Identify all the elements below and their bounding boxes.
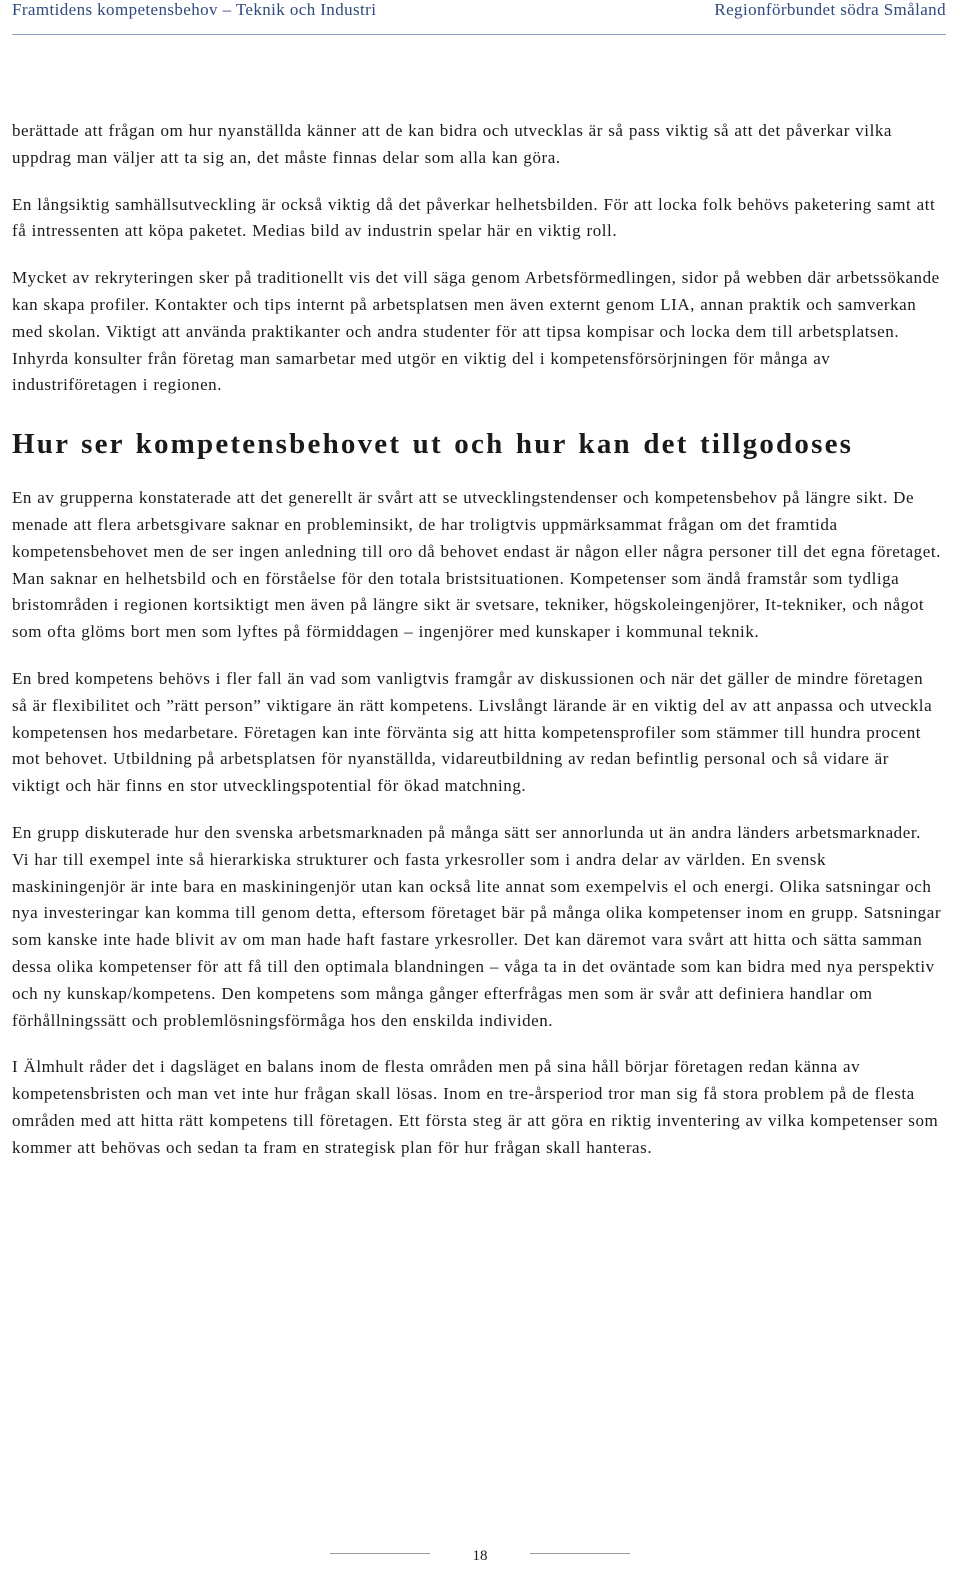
section-heading: Hur ser kompetensbehovet ut och hur kan det tillgodoses <box>12 428 854 461</box>
page-content <box>12 118 942 1182</box>
paragraph: Mycket av rekryteringen sker på traditionellt vis det vill säga genom Arbetsförmedlingen, sidor på webben där arbetssökande kan skapa profiler. Kontakter och tips internt på arbetsplatsen men även externt genom LIA, annan praktik och samverkan med skolan. Viktigt att använda praktikanter och andra studenter för att tipsa kompisar och locka dem till arbetsplatsen. Inhyrda konsulter från företag man samarbetar med utgör en viktig del i kompetensförsörjningen för många av industriföretagen i regionen. <box>12 268 940 395</box>
paragraph: En bred kompetens behövs i fler fall än vad som vanligtvis framgår av diskussionen och när det gäller de mindre företagen så är flexibilitet och ”rätt person” viktigare än rätt kompetens. Livslångt lärande är en viktig del av att anpassa och utveckla kompetensen hos medarbetare. Företagen kan inte förvänta sig att hitta kompetensprofiler som stämmer till hundra procent mot behovet. Utbildning på arbetsplatsen för nyanställda, vidareutbildning av redan befintlig personal och så vidare är viktigt och här finns en stor utvecklingspotential för ökad matchning. <box>12 668 933 796</box>
paragraph: I Älmhult råder det i dagsläget en balans inom de flesta områden men på sina håll börjar företagen redan känna av kompetensbristen och man vet inte hur frågan skall lösas. Inom en tre-årsperiod tror man sig få stora problem på de flesta områden med att hitta rätt kompetens till företagen. Ett första steg är att göra en riktig inventering av vilka kompetenser som kommer att behövas och sedan ta fram en strategisk plan för hur frågan skall hanteras. <box>12 1057 939 1157</box>
page-number: 18 <box>472 1548 488 1564</box>
paragraph: En långsiktig samhällsutveckling är också viktig då det påverkar helhetsbilden. För att locka folk behövs paketering samt att få intressenten att köpa paketet. Medias bild av industrin spelar här en viktig roll. <box>12 194 936 241</box>
page-footer <box>0 1548 960 1578</box>
paragraph: En grupp diskuterade hur den svenska arbetsmarknaden på många sätt ser annorlunda ut än andra länders arbetsmarknader. Vi har till exempel inte så hierarkiska strukturer och fasta yrkesroller som i andra delar av världen. En svensk maskiningenjör är inte bara en maskiningenjör utan kan också lite annat som exempelvis el och energi. Olika satsningar och nya investeringar kan komma till genom detta, eftersom företaget bär på många olika kompetenser inom en grupp. Satsningar som kanske inte hade blivit av om man hade haft fastare yrkesroller. Det kan däremot vara svårt att hitta och sätta samman dessa olika kompetenser för att få till den optimala blandningen – våga ta in det oväntade som kan bidra med nya perspektiv och ny kunskap/kompetens. Den kompetens som många gånger efterfrågas men som är svår att definiera handlar om förhållningssätt och problemlösningsförmåga hos den enskilda individen. <box>12 822 942 1030</box>
header-document-title: Framtidens kompetensbehov – Teknik och Industri <box>12 0 377 19</box>
page-header <box>12 0 946 35</box>
paragraph: En av grupperna konstaterade att det generellt är svårt att se utvecklingstendenser och kompetensbehov på längre sikt. De menade att flera arbetsgivare saknar en probleminsikt, de har troligtvis uppmärksammat frågan om det framtida kompetensbehovet men de ser ingen anledning till oro då behovet endast är någon eller några personer till det egna företaget. Man saknar en helhetsbild och en förståelse för den totala bristsituationen. Kompetenser som ändå framstår som tydliga bristområden i regionen kortsiktigt men även på längre sikt är svetsare, tekniker, högskoleingenjörer, It-tekniker, och något som ofta glöms bort men som lyftes på förmiddagen – ingenjörer med kunskaper i kommunal teknik. <box>12 488 941 642</box>
header-organization: Regionförbundet södra Småland <box>714 0 946 19</box>
paragraph: berättade att frågan om hur nyanställda känner att de kan bidra och utvecklas är så pass viktig så att det påverkar vilka uppdrag man väljer att ta sig an, det måste finnas delar som alla kan göra. <box>12 121 892 167</box>
